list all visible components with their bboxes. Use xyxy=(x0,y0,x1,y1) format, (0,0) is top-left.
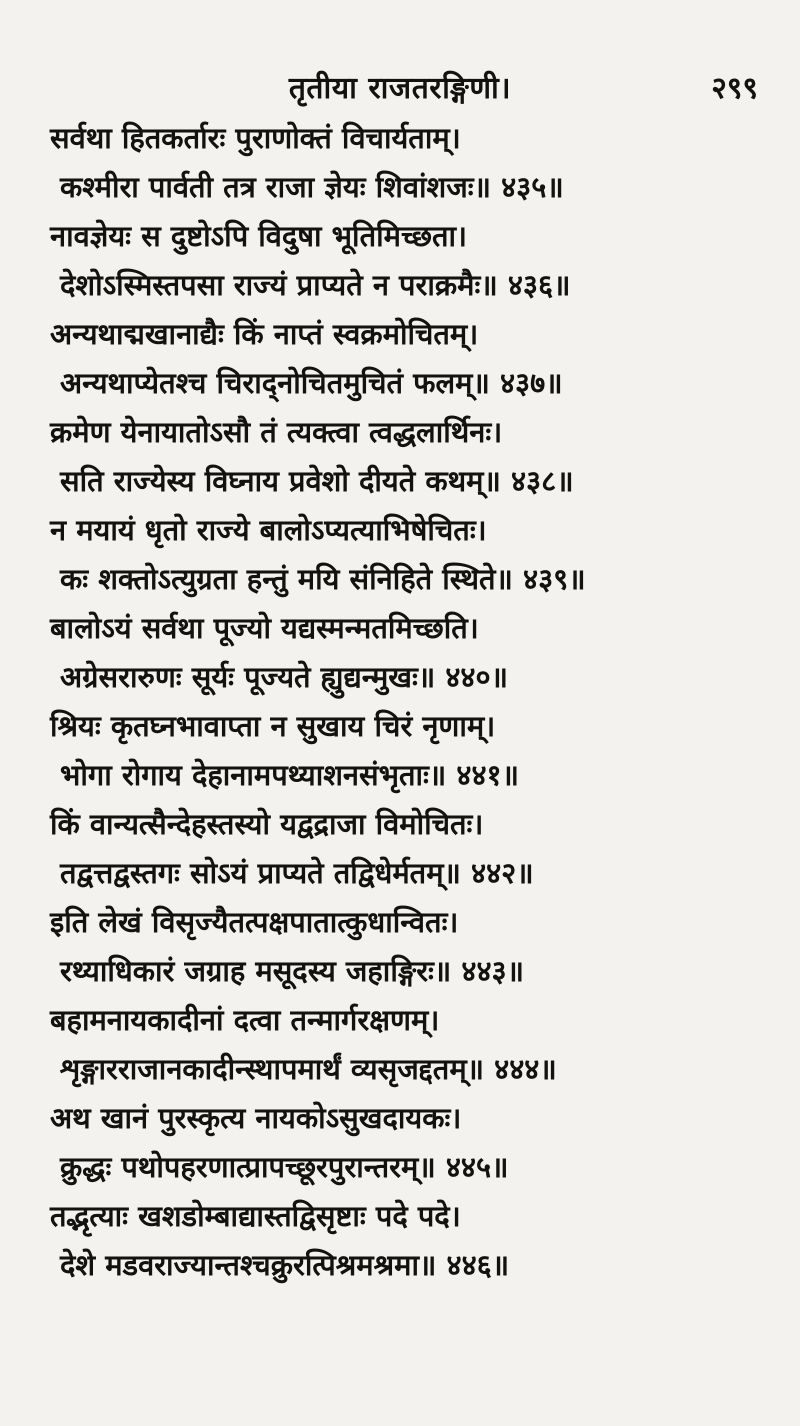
verse-line: अन्यथाद्मखानाद्यैः किं नाप्तं स्वक्रमोचितम्। xyxy=(50,317,479,351)
verse-line: कश्मीरा पार्वती तत्र राजा ज्ञेयः शिवांशजः॥ ४३५॥ xyxy=(60,170,564,204)
verse-line: बालोऽयं सर्वथा पूज्यो यद्यस्मन्मतमिच्छति। xyxy=(50,611,479,645)
verse-line: अग्रेसरारुणः सूर्यः पूज्यते ह्युद्यन्मुखः॥ ४४०॥ xyxy=(60,660,508,694)
verse-line: देशे मडवराज्यान्तश्चक्रुरत्पिश्रमश्रमा॥ ४४६॥ xyxy=(60,1248,510,1282)
verse-line: अन्यथाप्येतश्च चिराद्नोचितमुचितं फलम्॥ ४३७॥ xyxy=(60,366,563,400)
verse-line: सर्वथा हितकर्तारः पुराणोक्तं विचार्यताम्। xyxy=(50,121,461,155)
verse-line: देशोऽस्मिस्तपसा राज्यं प्राप्यते न पराक्रमैः॥ ४३६॥ xyxy=(60,268,571,302)
verse-line: कः शक्तोऽत्युग्रता हन्तुं मयि संनिहिते स्थिते॥ ४३९॥ xyxy=(60,562,586,596)
verse-line: किं वान्यत्सैन्देहस्तस्यो यद्वद्राजा विमोचितः। xyxy=(50,807,484,841)
verse-line: क्रुद्धः पथोपहरणात्प्रापच्छूरपुरान्तरम्॥ ४४५॥ xyxy=(60,1150,509,1184)
verse-line: सति राज्येस्य विघ्नाय प्रवेशो दीयते कथम्॥ ४३८॥ xyxy=(60,464,574,498)
verse-line: इति लेखं विसृज्यैतत्पक्षपातात्कुधान्वितः। xyxy=(50,905,459,939)
page-title: तृतीया राजतरङ्गिणी। xyxy=(288,71,512,106)
verse-line: नावज्ञेयः स दुष्टोऽपि विदुषा भूतिमिच्छता। xyxy=(50,219,467,253)
verse-line: शृङ्गारराजानकादीन्स्थापमार्थं व्यसृजद्दतम्॥ ४४४॥ xyxy=(60,1052,557,1086)
page-number: २९९ xyxy=(711,71,758,106)
verse-line: भोगा रोगाय देहानामपथ्याशनसंभृताः॥ ४४१॥ xyxy=(60,758,519,792)
verse-line: रथ्याधिकारं जग्राह मसूदस्य जहाङ्गिरः॥ ४४३॥ xyxy=(60,954,524,988)
verse-line: बहामनायकादीनां दत्वा तन्मार्गरक्षणम्। xyxy=(50,1003,440,1037)
verse-line: तद्वत्तद्वस्तगः सोऽयं प्राप्यते तद्विधेर्मतम्॥ ४४२॥ xyxy=(60,856,534,890)
verse-line: क्रमेण येनायातोऽसौ तं त्यक्त्वा त्वद्धलार्थिनः। xyxy=(50,415,503,449)
running-head xyxy=(0,62,800,112)
verse-line: तद्भृत्याः खशडोम्बाद्यास्तद्विसृष्टाः पदे पदे। xyxy=(50,1199,461,1233)
verse-line: श्रियः कृतघ्नभावाप्ता न सुखाय चिरं नृणाम्। xyxy=(50,709,496,743)
verse-line: अथ खानं पुरस्कृत्य नायकोऽसुखदायकः। xyxy=(50,1101,462,1135)
verse-line: न मयायं धृतो राज्ये बालोऽप्यत्याभिषेचितः। xyxy=(50,513,487,547)
verse-block xyxy=(0,114,800,1290)
